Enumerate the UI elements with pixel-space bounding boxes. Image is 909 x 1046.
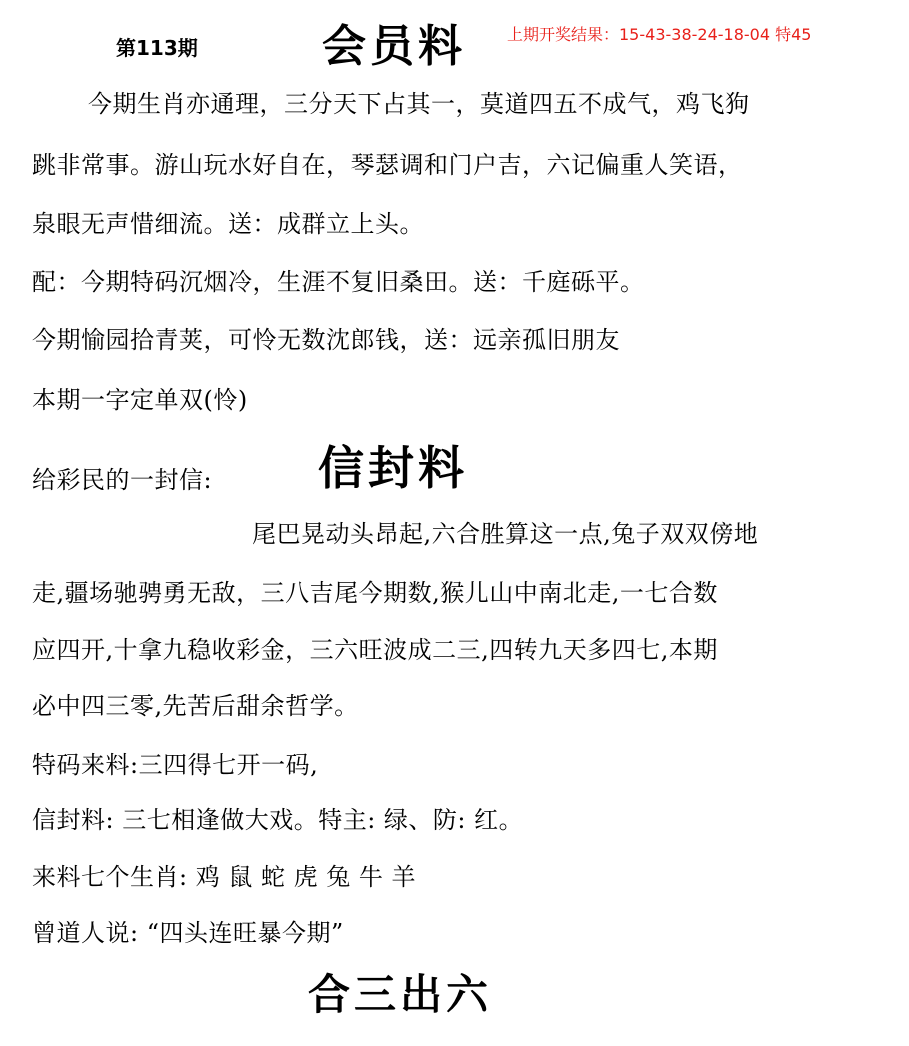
letter-line: 应四开,十拿九稳收彩金，三六旺波成二三,四转九天多四七,本期 <box>32 636 718 664</box>
member-line: 本期一字定单双(怜) <box>32 386 248 414</box>
letter-line: 来料七个生肖: 鸡 鼠 蛇 虎 兔 牛 羊 <box>32 863 416 891</box>
issue-number: 第113期 <box>116 36 198 60</box>
member-title: 会员料 <box>322 21 466 72</box>
letter-line: 信封料: 三七相逢做大戏。特主: 绿、防: 红。 <box>32 806 524 834</box>
letter-line: 走,疆场驰骋勇无敌，三八吉尾今期数,猴儿山中南北走,一七合数 <box>32 579 718 607</box>
letter-line: 尾巴晃动头昂起,六合胜算这一点,兔子双双傍地 <box>252 520 759 548</box>
member-line: 配：今期特码沉烟冷，生涯不复旧桑田。送：千庭砾平。 <box>32 268 645 296</box>
letter-intro: 给彩民的一封信: <box>32 466 213 494</box>
letter-line: 特码来料:三四得七开一码, <box>32 751 319 779</box>
letter-line: 曾道人说: “四头连旺暴今期” <box>32 919 344 947</box>
letter-line: 必中四三零,先苦后甜余哲学。 <box>32 692 359 720</box>
letter-title: 信封料 <box>318 441 468 495</box>
member-line: 今期生肖亦通理，三分天下占其一，莫道四五不成气，鸡飞狗 <box>88 90 750 118</box>
member-line: 今期愉园拾青荚，可怜无数沈郎钱，送：远亲孤旧朋友 <box>32 326 620 354</box>
footer-title: 合三出六 <box>308 970 493 1019</box>
last-result: 上期开奖结果：15-43-38-24-18-04 特45 <box>507 25 812 44</box>
member-line: 跳非常事。游山玩水好自在，琴瑟调和门户吉，六记偏重人笑语， <box>32 151 743 179</box>
member-line: 泉眼无声惜细流。送：成群立上头。 <box>32 210 424 238</box>
